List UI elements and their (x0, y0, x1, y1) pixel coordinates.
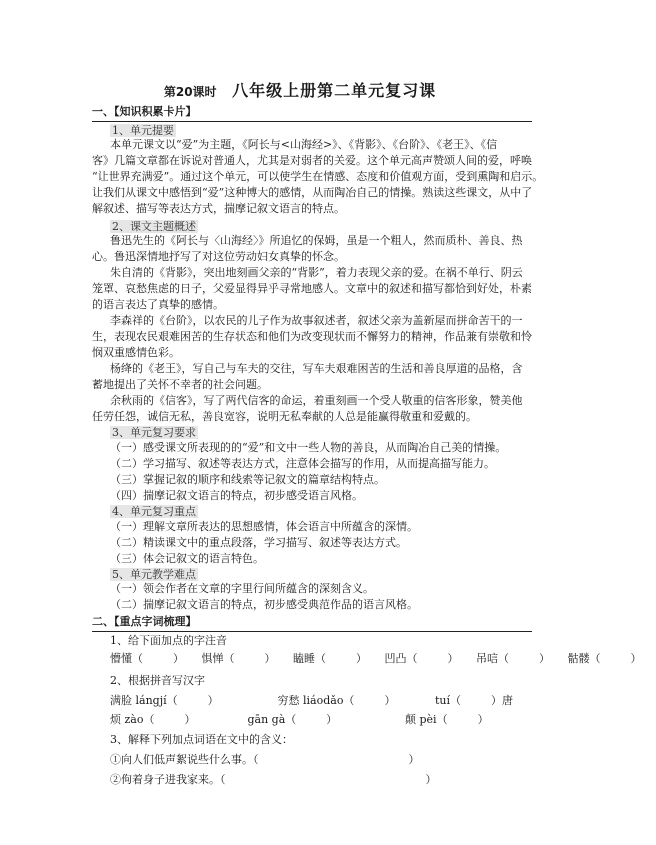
section-heading-vocabulary: 二、【重点字词梳理】 (92, 613, 532, 629)
blank-item: 懵懂（ ） (110, 652, 184, 665)
meaning-exercise-row: ②佝着身子进我家来。（ ） (110, 773, 437, 786)
paragraph-line: 朱自清的《背影》，突出地刻画父亲的“背影”，着力表现父亲的爱。在祸不单行、阴云 (110, 266, 523, 279)
list-item: （四）揣摩记叙文语言的特点，初步感受语言风格。 (110, 489, 363, 502)
subheading-review-requirements: 3、单元复习要求 (112, 426, 196, 439)
list-item: （一）领会作者在文章的字里行间所蕴含的深刻含义。 (110, 582, 374, 595)
paragraph-line: 悯双重感情色彩。 (92, 346, 180, 359)
blank-item: 惧惮（ ） (201, 652, 276, 665)
pinyin-exercise-row (110, 650, 656, 666)
subheading-review-focus: 4、单元复习重点 (112, 505, 196, 518)
list-item: （一）感受课文所表现的的“爱”和文中一些人物的善良，从而陶冶自己美的情操。 (110, 441, 507, 454)
paragraph-line: 杨绛的《老王》，写自己与车夫的交往，写车夫艰难困苦的生活和善良厚道的品格，含 (110, 362, 523, 375)
lesson-title: 八年级上册第二单元复习课 (232, 81, 437, 100)
paragraph-line: 李森祥的《台阶》，以农民的儿子作为故事叙述者，叙述父亲为盖新屋而拼命苦干的一 (110, 314, 523, 327)
hanzi-exercise-row: 烦 zào（ ） gān gà（ ） 颠 pèi（ ） (110, 713, 489, 726)
section-heading-knowledge: 一、【知识积累卡片】 (92, 103, 532, 119)
list-item: （二）揣摩记叙文语言的特点，初步感受典范作品的语言风格。 (110, 598, 418, 611)
paragraph-line: 余秋雨的《信客》，写了两代信客的命运，着重刻画一个受人敬重的信客形象，赞美他 (110, 394, 523, 407)
paragraph-line: 心。鲁迅深情地抒写了对这位劳动妇女真挚的怀念。 (92, 250, 345, 263)
list-item: （三）掌握记叙的顺序和线索等记叙文的篇章结构特点。 (110, 473, 385, 486)
paragraph-line: 蓄地提出了关怀不幸者的社会问题。 (92, 378, 268, 391)
paragraph-line: 任劳任怨，诚信无私，善良宽容，说明无私奉献的人总是能赢得敬重和爱戴的。 (92, 410, 477, 423)
blank-item: 骷髅（ ） (567, 652, 642, 665)
paragraph-line: 让我们从课文中感悟到“爱”这种博大的感情，从而陶冶自己的情操。熟读这些课文，从中了 (92, 186, 533, 199)
subheading-unit-summary: 1、单元提要 (112, 124, 174, 137)
paragraph-line: 生，表现农民艰难困苦的生存状态和他们为改变现状而不懈努力的精神，作品兼有崇敬和怜 (92, 330, 532, 343)
paragraph-line: 笼罩、哀愁焦虑的日子，父爱显得异乎寻常地感人。文章中的叙述和描写都恰到好处，朴素 (92, 282, 532, 295)
paragraph-line: 的语言表达了真挚的感情。 (92, 298, 224, 311)
subheading-teaching-difficulties: 5、单元教学难点 (112, 568, 196, 581)
paragraph-line: “让世界充满爱”。通过这个单元，可以使学生在情感、态度和价值观方面，受到熏陶和启示。 (92, 170, 544, 183)
subheading-theme-overview: 2、课文主题概述 (112, 220, 196, 233)
page-title (0, 78, 600, 101)
blank-item: 瞌睡（ ） (293, 652, 367, 665)
list-item: （二）学习描写、叙述等表达方式，注意体会描写的作用，从而提高描写能力。 (110, 457, 495, 470)
meaning-exercise-row: ①向人们低声絮说些什么事。（ ） (110, 753, 420, 766)
question-label: 1、给下面加点的字注音 (110, 634, 227, 647)
list-item: （二）精读课文中的重点段落，学习描写、叙述等表达方式。 (110, 536, 407, 549)
paragraph-line: 解叙述、描写等表达方式，揣摩记叙文语言的特点。 (92, 202, 345, 215)
blank-item: 吊唁（ ） (476, 652, 550, 665)
paragraph-line: 本单元课文以“爱”为主题，《阿长与<山海经>》、《背影》、《台阶》、《老王》、《信 (110, 138, 498, 151)
paragraph-line: 客》几篇文章都在诉说对普通人，尤其是对弱者的关爱。这个单元高声赞颂人间的爱，呼唤 (92, 154, 532, 167)
lesson-number: 第20课时 (163, 85, 217, 99)
list-item: （三）体会记叙文的语言特色。 (110, 552, 264, 565)
hanzi-exercise-row: 满脸 lángjí（ ） 穷愁 liáodǎo（ ） tuí（ ）唐 (110, 694, 514, 707)
question-label: 2、根据拼音写汉字 (110, 674, 205, 687)
question-label: 3、解释下列加点词语在文中的含义： (110, 733, 293, 746)
paragraph-line: 鲁迅先生的《阿长与〈山海经〉》所追忆的保姆，虽是一个粗人，然而质朴、善良、热 (110, 234, 523, 247)
blank-item: 凹凸（ ） (384, 652, 459, 665)
list-item: （一）理解文章所表达的思想感情，体会语言中所蕴含的深情。 (110, 520, 418, 533)
